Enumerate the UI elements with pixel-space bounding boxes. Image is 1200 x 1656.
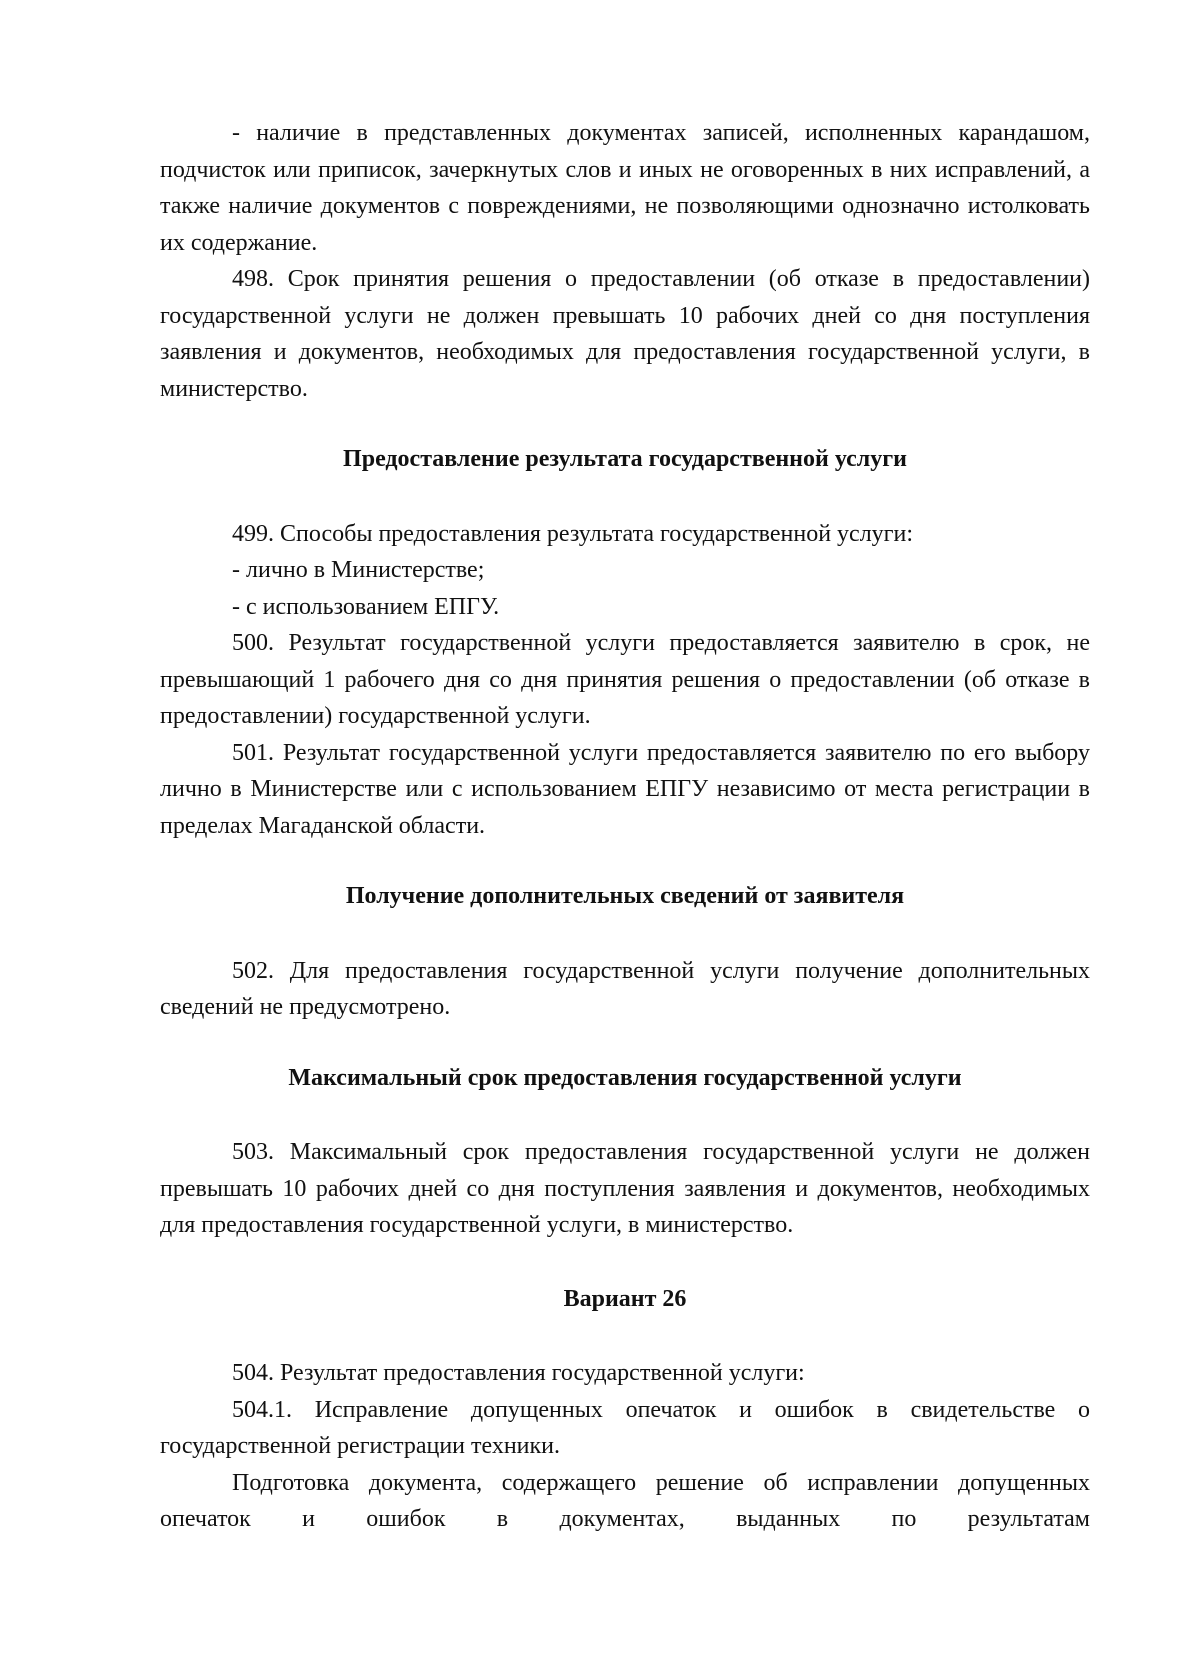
paragraph-498: 498. Срок принятия решения о предоставлении (об отказе в предоставлении) государственной услуги не должен превышать 10 рабочих дней со дня поступления заявления и документов, необходимых для предоставления государственной услуги, в министерство. [160, 266, 1090, 402]
paragraph-defects: - наличие в представленных документах записей, исполненных карандашом, подчисток или приписок, зачеркнутых слов и иных не оговоренных в них исправлений, а также наличие документов с повреждениями, не позволяющими однозначно истолковать их содержание. [160, 120, 1090, 256]
list-item-in-person: - лично в Министерстве; [232, 557, 485, 583]
heading-variant-26: Вариант 26 [563, 1285, 687, 1312]
document-page [160, 115, 1090, 1538]
paragraph-499: 499. Способы предоставления результата государственной услуги: [232, 520, 914, 547]
heading-result-provision: Предоставление результата государственной услуги [343, 446, 907, 472]
paragraph-504: 504. Результат предоставления государственной услуги: [232, 1360, 805, 1386]
paragraph-501: 501. Результат государственной услуги предоставляется заявителю по его выбору лично в Министерстве или с использованием ЕПГУ независимо от места регистрации в пределах Магаданской области. [160, 739, 1090, 839]
paragraph-correction-preparation: Подготовка документа, содержащего решение об исправлении допущенных опечаток и ошибок в документах, выданных по результатам [160, 1469, 1090, 1532]
heading-max-term: Максимальный срок предоставления государственной услуги [288, 1064, 962, 1091]
paragraph-500: 500. Результат государственной услуги предоставляется заявителю в срок, не превышающий 1 рабочего дня со дня принятия решения о предоставлении (об отказе в предоставлении) государственной услуги. [160, 630, 1090, 729]
list-item-epgu: - с использованием ЕПГУ. [232, 593, 500, 620]
paragraph-503: 503. Максимальный срок предоставления государственной услуги не должен превышать 10 рабочих дней со дня поступления заявления и документов, необходимых для предоставления государственной услуги, в министерство. [160, 1139, 1090, 1238]
paragraph-502: 502. Для предоставления государственной услуги получение дополнительных сведений не предусмотрено. [160, 957, 1090, 1020]
paragraph-504-1: 504.1. Исправление допущенных опечаток и ошибок в свидетельстве о государственной регистрации техники. [160, 1396, 1090, 1459]
heading-additional-info: Получение дополнительных сведений от заявителя [345, 883, 905, 909]
